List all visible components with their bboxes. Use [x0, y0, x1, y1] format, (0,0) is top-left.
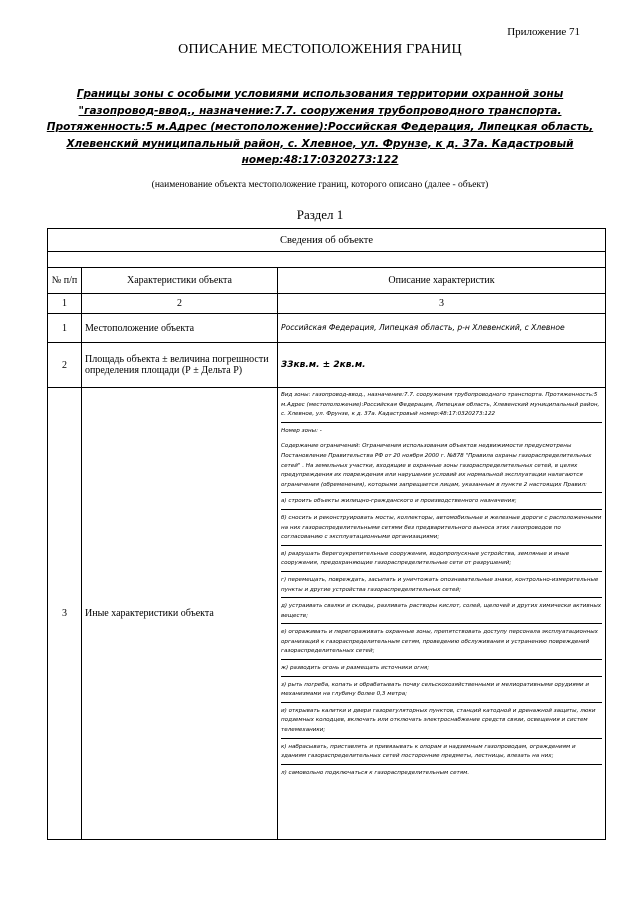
- subject-caption: (наименование объекта местоположение границ, которого описано (далее - объект): [151, 180, 489, 190]
- detail-paragraph: Содержание ограничений: Ограничения использования объектов недвижимости предусмотрены Постановление Правительства РФ от 20 ноября 2000 г. №878 "Правила охраны газораспределительных сетей" . На земельных участки, входящие в охранные зоны газораспределительных сетей, в целях предупреждения их повреждения или нарушения условий их нормальной эксплуатации налагаются ограничения (обременения), которыми запрещается лицам, указанным в пункте 2 настоящих Правил:: [281, 442, 602, 493]
- column-number: 2: [82, 294, 278, 314]
- table-section-title: Сведения об объекте: [48, 229, 606, 252]
- row-name: Иные характеристики объекта: [82, 388, 278, 840]
- row-number: 3: [48, 388, 82, 840]
- empty-row: [48, 252, 606, 268]
- detail-paragraph: д) устраивать свалки и склады, разливать растворы кислот, солей, щелочей и других химически активных веществ;: [281, 602, 602, 624]
- row-number: 2: [48, 343, 82, 388]
- object-info-table: [47, 228, 606, 840]
- detail-paragraph: з) рыть погреба, копать и обрабатывать почву сельскохозяйственными и мелиоративными орудиями и механизмами на глубину более 0,3 метра;: [281, 681, 602, 703]
- row-name: Местоположение объекта: [82, 314, 278, 343]
- detail-paragraph: б) сносить и реконструировать мосты, коллекторы, автомобильные и железные дороги с расположенными на них газораспределительными сетями без предварительного выноса этих газопроводов по согласованию с эксплуатационными организациями;: [281, 514, 602, 546]
- detail-paragraph: Вид зоны: газопровод-ввод., назначение:7.7. сооружения трубопроводного транспорта. Протяженность:5 м.Адрес (местоположение):Российская Федерация, Липецкая область, Хлевенский муниципальный район, с. Хлевное, ул. Фрунзе, к д. 37а. Кадастровый номер:48:17:0320273:122: [281, 391, 602, 423]
- detail-paragraph: а) строить объекты жилищно-гражданского и производственного назначения;: [281, 497, 602, 510]
- header-description: Описание характеристик: [278, 268, 606, 294]
- detail-paragraph: в) разрушать берегоукрепительные сооружения, водопропускные устройства, земляные и иные сооружения, предохраняющие газораспределительные сети от разрушений;: [281, 550, 602, 572]
- detail-paragraph: л) самовольно подключаться к газораспределительным сетям.: [281, 769, 470, 776]
- table-row: [48, 314, 606, 343]
- table-row: [48, 388, 606, 840]
- detail-paragraph: и) открывать калитки и двери газорегуляторных пунктов, станций катодной и дренажной защиты, люки подземных колодцев, включать или отключать электроснабжение средств связи, освещения и систем телемеханики;: [281, 707, 602, 739]
- detail-paragraph: к) набрасывать, приставлять и привязывать к опорам и надземным газопроводам, ограждениям и зданиям газораспределительных сетей посторонние предметы, лестницы, влезать на них;: [281, 743, 602, 765]
- column-number: 1: [48, 294, 82, 314]
- detail-paragraph: е) огораживать и перегораживать охранные зоны, препятствовать доступу персонала эксплуатационных организаций к газораспределительным сетям, проведению обслуживания и устранению повреждений газораспределительных сетей;: [281, 628, 602, 660]
- header-num: № п/п: [48, 268, 82, 294]
- document-title: ОПИСАНИЕ МЕСТОПОЛОЖЕНИЯ ГРАНИЦ: [178, 42, 462, 57]
- restrictions-details: [278, 388, 606, 840]
- row-name: Площадь объекта ± величина погрешности определения площади (Р ± Дельта Р): [82, 343, 278, 388]
- detail-paragraph: Номер зоны: -: [281, 427, 322, 434]
- row-value: Российская Федерация, Липецкая область, р-н Хлевенский, с Хлевное: [278, 314, 606, 343]
- section-title: Раздел 1: [296, 207, 344, 222]
- header-characteristic: Характеристики объекта: [82, 268, 278, 294]
- detail-paragraph: ж) разводить огонь и размещать источники огня;: [281, 664, 602, 677]
- detail-paragraph: г) перемещать, повреждать, засыпать и уничтожать опознавательные знаки, контрольно-измерительные пункты и другие устройства газораспределительных сетей;: [281, 576, 602, 598]
- object-subject: Границы зоны с особыми условиями использования территории охранной зоны "газопровод-ввод., назначение:7.7. сооружения трубопроводного транспорта. Протяженность:5 м.Адрес (местоположение):Российская Федерация, Липецкая область, Хлевенский муниципальный район, с. Хлевное, ул. Фрунзе, к д. 37а. Кадастровый номер:48:17:0320273:122: [46, 88, 594, 166]
- table-row: [48, 343, 606, 388]
- appendix-label: Приложение 71: [507, 26, 580, 38]
- column-number: 3: [278, 294, 606, 314]
- row-value: 33кв.м. ± 2кв.м.: [278, 343, 606, 388]
- row-number: 1: [48, 314, 82, 343]
